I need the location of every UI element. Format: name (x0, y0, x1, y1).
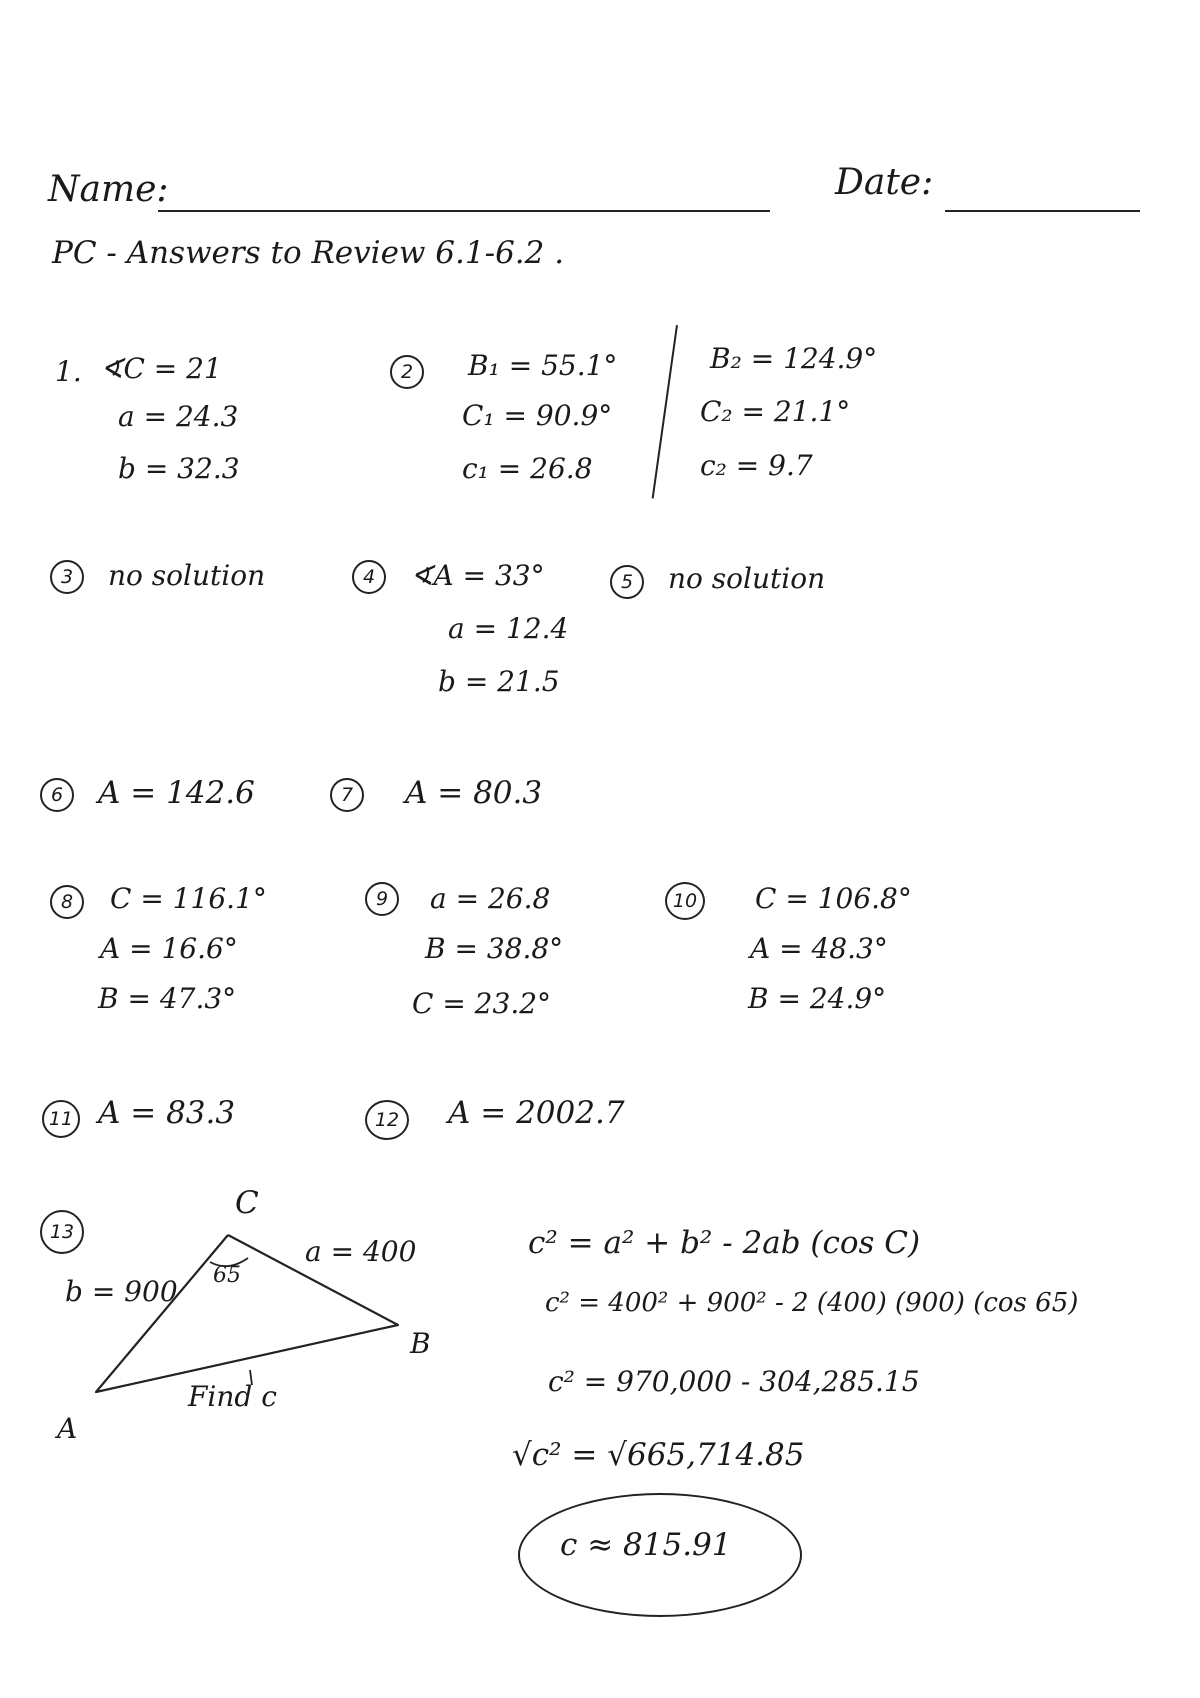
problem-13-number: 13 (40, 1210, 84, 1254)
name-label: Name: (48, 169, 169, 210)
problem-4-number: 4 (352, 560, 386, 594)
problem-1-line-3: b = 32.3 (118, 452, 240, 485)
problem-8-line-2: A = 16.6° (100, 932, 238, 965)
simplify-step: c² = 970,000 - 304,285.15 (548, 1365, 920, 1398)
problem-4-line-2: a = 12.4 (448, 612, 569, 645)
problem-11-number: 11 (42, 1100, 80, 1138)
vertex-a-label: A (57, 1412, 78, 1445)
problem-2-number: 2 (390, 355, 424, 389)
page-title: PC - Answers to Review 6.1-6.2 . (52, 235, 565, 271)
problem-4-line-3: b = 21.5 (438, 665, 560, 698)
problem-9-line-2: B = 38.8° (425, 932, 564, 965)
problem-7-number: 7 (330, 778, 364, 812)
problem-6-answer: A = 142.6 (98, 775, 255, 811)
problem-10-line-1: C = 106.8° (755, 882, 912, 915)
substitution-step: c² = 400² + 900² - 2 (400) (900) (cos 65) (545, 1288, 1079, 1318)
problem-9-number: 9 (365, 882, 399, 916)
side-b-label: b = 900 (65, 1275, 178, 1308)
problem-5-answer: no solution (668, 562, 826, 595)
final-answer: c ≈ 815.91 (560, 1527, 732, 1563)
vertex-b-label: B (410, 1327, 431, 1360)
find-c-label: Find c (188, 1380, 277, 1413)
vertex-c-label: C (235, 1185, 259, 1221)
problem-1-number: 1. (55, 355, 82, 388)
problem-8-line-3: B = 47.3° (98, 982, 237, 1015)
problem-10-line-3: B = 24.9° (748, 982, 887, 1015)
problem-12-answer: A = 2002.7 (448, 1095, 625, 1131)
problem-2-left-1: B₁ = 55.1° (468, 349, 618, 382)
problem-2-left-2: C₁ = 90.9° (462, 399, 613, 432)
problem-10-line-2: A = 48.3° (750, 932, 888, 965)
angle-c-label: 65 (213, 1263, 241, 1288)
side-a-label: a = 400 (305, 1235, 417, 1268)
problem-1-line-1: ∢C = 21 (100, 352, 222, 385)
problem-7-answer: A = 80.3 (405, 775, 543, 811)
problem-5-number: 5 (610, 565, 644, 599)
law-of-cosines: c² = a² + b² - 2ab (cos C) (528, 1225, 921, 1261)
problem-1-line-2: a = 24.3 (118, 400, 239, 433)
square-root-step: √c² = √665,714.85 (512, 1437, 805, 1473)
date-label: Date: (835, 162, 934, 203)
problem-2-right-3: c₂ = 9.7 (700, 449, 813, 482)
problem-3-number: 3 (50, 560, 84, 594)
problem-2-left-3: c₁ = 26.8 (462, 452, 593, 485)
problem-8-number: 8 (50, 885, 84, 919)
problem-2-right-2: C₂ = 21.1° (700, 395, 851, 428)
problem-9-line-3: C = 23.2° (412, 987, 552, 1020)
problem-2-right-1: B₂ = 124.9° (710, 342, 878, 375)
problem-11-answer: A = 83.3 (98, 1095, 236, 1131)
problem-8-line-1: C = 116.1° (110, 882, 267, 915)
problem-10-number: 10 (665, 882, 705, 920)
problem-3-answer: no solution (108, 559, 266, 592)
problem-9-line-1: a = 26.8 (430, 882, 551, 915)
problem-6-number: 6 (40, 778, 74, 812)
problem-12-number: 12 (365, 1100, 409, 1140)
problem-4-line-1: ∢A = 33° (410, 559, 545, 592)
